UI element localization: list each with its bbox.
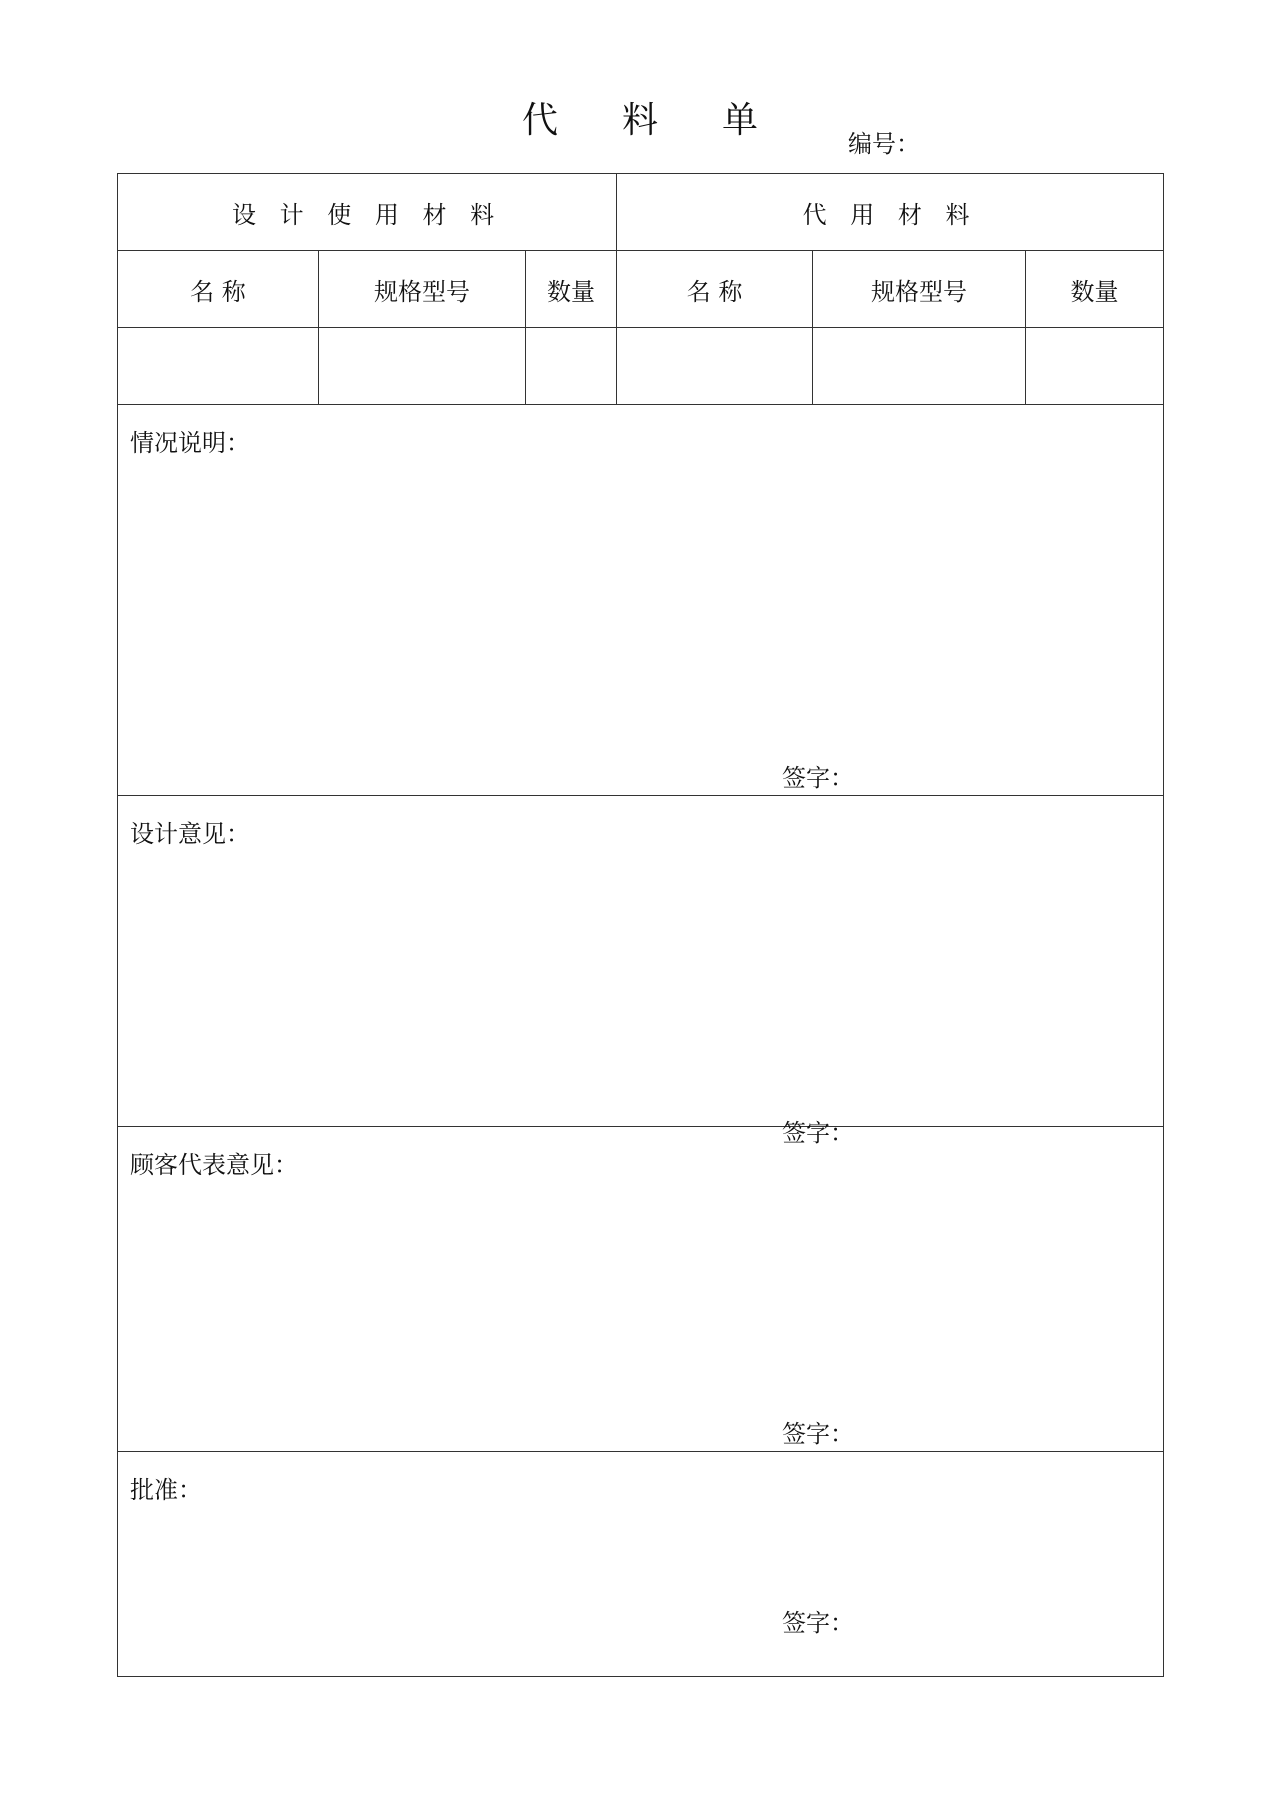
group-header-row — [118, 174, 1164, 251]
sub-qty-header: 数量 — [1026, 251, 1164, 328]
title-char-2: 料 — [621, 100, 658, 141]
approval-sign-label: 签字： — [782, 1609, 854, 1637]
approval-cell[interactable] — [118, 1452, 1164, 1677]
sub-spec-header: 规格型号 — [813, 251, 1026, 328]
title-char-1: 代 — [521, 100, 558, 141]
document-number-label: 编号： — [848, 130, 920, 158]
document-title — [0, 92, 1280, 143]
material-entry-row — [118, 328, 1164, 405]
design-opinion-sign-label: 签字： — [782, 1119, 854, 1147]
approval-label: 批准： — [130, 1476, 202, 1504]
design-opinion-cell[interactable] — [118, 796, 1164, 1147]
situation-cell[interactable] — [118, 405, 1164, 796]
situation-label: 情况说明： — [130, 429, 250, 457]
sub-qty-cell[interactable] — [1026, 328, 1164, 405]
design-name-cell[interactable] — [118, 328, 319, 405]
situation-sign-label: 签字： — [782, 764, 854, 792]
design-opinion-label: 设计意见： — [130, 820, 250, 848]
design-opinion-section — [118, 796, 1164, 1127]
customer-opinion-cell[interactable] — [118, 1127, 1164, 1452]
sub-spec-cell[interactable] — [813, 328, 1026, 405]
customer-opinion-sign-label: 签字： — [782, 1420, 854, 1448]
customer-opinion-section — [118, 1127, 1164, 1452]
design-materials-header: 设 计 使 用 材 料 — [118, 174, 617, 251]
substitute-materials-header: 代 用 材 料 — [617, 174, 1164, 251]
substitution-form-table — [117, 173, 1164, 1677]
customer-opinion-label: 顾客代表意见： — [130, 1151, 298, 1179]
sub-name-header: 名 称 — [617, 251, 813, 328]
situation-section — [118, 405, 1164, 796]
design-qty-cell[interactable] — [526, 328, 617, 405]
design-spec-cell[interactable] — [319, 328, 526, 405]
approval-section — [118, 1452, 1164, 1677]
title-char-3: 单 — [722, 100, 759, 141]
design-name-header: 名 称 — [118, 251, 319, 328]
column-header-row — [118, 251, 1164, 328]
sub-name-cell[interactable] — [617, 328, 813, 405]
design-spec-header: 规格型号 — [319, 251, 526, 328]
design-qty-header: 数量 — [526, 251, 617, 328]
